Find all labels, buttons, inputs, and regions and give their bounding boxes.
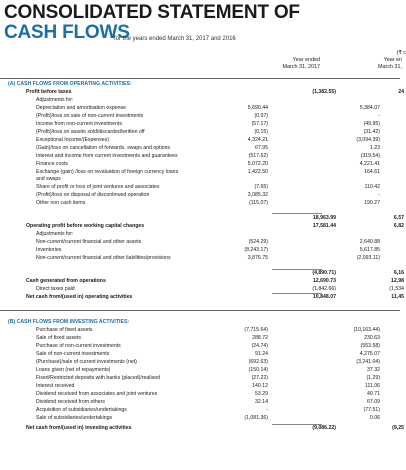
value-2016: 0.06 (369, 415, 380, 421)
value-2016: 40.71 (367, 391, 380, 397)
row-label: Exceptional Income/(Expenses) (36, 137, 109, 143)
section-b-label: (B) CASH FLOWS FROM INVESTING ACTIVITIES: (8, 319, 130, 325)
value-2017: (0.97) (254, 113, 268, 119)
row-label: Other non cash items (36, 200, 86, 206)
table-row (0, 414, 400, 423)
value-2017: (517.62) (248, 153, 268, 159)
row-label: (Gain)/loss on cancellation of forwards, swaps and options (36, 145, 171, 151)
table-row (0, 199, 400, 208)
column-header-2017 (264, 57, 320, 71)
row-label: Non-current/current financial and other liabilities/provisions (36, 255, 171, 261)
value-2017: 4,324.21 (247, 137, 268, 143)
value-2017: - (266, 407, 268, 413)
value-2016: 11,45 (391, 294, 404, 300)
value-2016: - (378, 113, 380, 119)
value-2017: (8,243.17) (244, 247, 268, 253)
value-2017: (1,081.36) (244, 415, 268, 421)
column-header-2017-line2: March 31, 2017 (282, 64, 320, 70)
value-2016: 190.27 (364, 200, 380, 206)
value-2017: (27.22) (251, 375, 268, 381)
column-header-2016-line2: March 31, (378, 64, 402, 70)
row-label: Dividend received from others (36, 399, 105, 405)
page-title-line1: CONSOLIDATED STATEMENT OF (4, 2, 300, 23)
row-label: Adjustments for: (36, 231, 74, 237)
value-2017: (115.07) (249, 200, 268, 206)
row-label: Interest received (36, 383, 75, 389)
value-2017: (150.14) (248, 367, 268, 373)
value-2017: 3,876.75 (247, 255, 268, 261)
value-2016: 37.32 (367, 367, 380, 373)
value-2017: 140.12 (252, 383, 268, 389)
value-2016: 6,16 (393, 270, 404, 276)
value-2017: 12,690.73 (312, 278, 336, 284)
value-2017: (4,890.71) (312, 270, 336, 276)
value-2016: 67.09 (367, 399, 380, 405)
value-2017: 17,581.44 (312, 223, 336, 229)
row-label: Direct taxes paid (36, 286, 75, 292)
header-divider (0, 78, 400, 79)
row-label: Acquisition of subsidiaries/undertakings (36, 407, 127, 413)
row-label: Interest and income from current investments and guarantees (36, 153, 178, 159)
row-label: Share of profit or loss of joint ventures and associates (36, 184, 160, 190)
row-label: Depreciation and amortisation expense (36, 105, 126, 111)
value-2017: (57.17) (251, 121, 268, 127)
column-header-2016-line1: Year en (383, 57, 402, 63)
net-investing-row (0, 424, 404, 433)
value-2017: 1,422.50 (247, 169, 268, 175)
value-2017: 288.72 (252, 335, 268, 341)
column-header-2017-line1: Year ended (292, 57, 320, 63)
row-label: Income from non-current investments (36, 121, 122, 127)
row-label: Sale of subsidiaries/undertakings (36, 415, 113, 421)
value-2016: 5,617.85 (359, 247, 380, 253)
row-label: Non-current/current financial and other assets (36, 239, 142, 245)
row-label: Profit before taxes (26, 89, 72, 95)
value-2016: (319.54) (360, 153, 380, 159)
row-label: Net cash from/(used in) investing activities (26, 425, 132, 431)
row-label: Cash generated from operations (26, 278, 106, 284)
value-2016: (553.58) (360, 343, 380, 349)
value-2017: 3,085.32 (247, 192, 268, 198)
value-2017: (1,842.66) (312, 286, 336, 292)
currency-mark: (₹ c (396, 50, 406, 56)
row-label: (Profit)/loss on sale of non-current investments (36, 113, 144, 119)
value-2016: 12,98 (391, 278, 404, 284)
net-operating-row (0, 293, 404, 302)
row-label: Dividend received from associates and joint ventures (36, 391, 158, 397)
value-2017: 53.29 (255, 391, 268, 397)
page-subtitle: for the years ended March 31, 2017 and 2016 (114, 36, 236, 42)
row-label: (Profit)/loss on assets sold/discarded/written off (36, 129, 145, 135)
value-2016: (49.95) (363, 121, 380, 127)
column-header-2016 (354, 57, 402, 71)
value-2016: 6,57 (393, 215, 404, 221)
row-label: (Purchase)/sale of current investments (net) (36, 359, 137, 365)
row-label: Loans given (net of repayments) (36, 367, 111, 373)
section-a-label: (A) CASH FLOWS FROM OPERATING ACTIVITIES: (8, 81, 132, 87)
table-row (0, 254, 400, 263)
value-2016: (31.42) (363, 129, 380, 135)
value-2016: 230.63 (364, 335, 380, 341)
value-2017: 5,072.20 (247, 161, 268, 167)
value-2016: (10,163.44) (353, 327, 380, 333)
row-label: Fixed/Restricted deposits with banks (placed)/realised (36, 375, 160, 381)
value-2016: 111.06 (364, 383, 380, 389)
value-2017: (7,715.64) (244, 327, 268, 333)
row-label: Finance costs (36, 161, 69, 167)
value-2016: 2,640.88 (359, 239, 380, 245)
row-label: Net cash from/(used in) operating activities (26, 294, 133, 300)
row-label: Adjustments for: (36, 97, 74, 103)
row-label: Inventories (36, 247, 62, 253)
row-label: Operating profit before working capital changes (26, 223, 145, 229)
row-label: Purchase of non-current investments (36, 343, 121, 349)
value-2017: 18,963.99 (312, 215, 336, 221)
row-label: Exchange (gain) /loss on revaluation of foreign currency loans (36, 169, 179, 175)
section-divider (0, 310, 400, 311)
value-2016: 1.23 (369, 145, 380, 151)
value-2016: (3,241.04) (356, 359, 380, 365)
value-2016: 4,221.41 (359, 161, 380, 167)
row-label: Sale of fixed assets (36, 335, 81, 341)
value-2016: 4,275.07 (359, 351, 380, 357)
value-2017: 5,690.44 (247, 105, 268, 111)
value-2017: (692.63) (248, 359, 268, 365)
value-2017: (524.29) (248, 239, 268, 245)
value-2016: (3,094.39) (356, 137, 380, 143)
value-2016: 164.61 (364, 169, 380, 175)
value-2017: (9,086.22) (312, 425, 336, 431)
value-2017: 10,848.07 (312, 294, 336, 300)
value-2016: (9,25 (392, 425, 404, 431)
value-2016: (1,534 (389, 286, 404, 292)
value-2017: (0.15) (254, 129, 268, 135)
value-2017: 67.95 (255, 145, 268, 151)
value-2016: 110.42 (364, 184, 380, 190)
value-2017: 32.14 (255, 399, 268, 405)
page-title-line2: CASH FLOWS (4, 22, 130, 43)
value-2016: 5,384.07 (359, 105, 380, 111)
value-2017: (7.65) (254, 184, 268, 190)
value-2016: (2,093.11) (356, 255, 380, 261)
row-label: Purchase of fixed assets (36, 327, 93, 333)
value-2016: - (378, 192, 380, 198)
value-2016: (1.29) (366, 375, 380, 381)
row-label: (Profit)/loss on disposal of discontinued operation (36, 192, 150, 198)
row-label: Sale of non-current investments (36, 351, 110, 357)
value-2016: 24 (398, 89, 404, 95)
value-2017: (1,382.55) (312, 89, 336, 95)
row-label: and swaps (36, 176, 61, 182)
value-2016: (77.51) (363, 407, 380, 413)
value-2017: 91.24 (255, 351, 268, 357)
value-2017: (24.74) (251, 343, 268, 349)
value-2016: 6,82 (393, 223, 404, 229)
